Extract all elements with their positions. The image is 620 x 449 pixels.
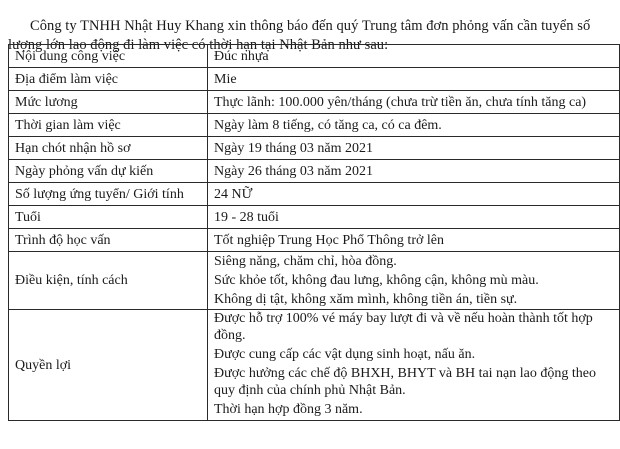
benefit-line: Được cung cấp các vật dụng sinh hoạt, nấu ăn.	[214, 347, 476, 362]
row-label: Trình độ học vấn	[9, 229, 208, 252]
benefit-line: Thời hạn hợp đồng 3 năm.	[214, 402, 363, 417]
row-label: Thời gian làm việc	[9, 114, 208, 137]
table-row	[9, 160, 620, 183]
benefit-line: Được hưởng các chế độ BHXH, BHYT và BH tai nạn lao động theo quy định của chính phủ Nhật Bản.	[214, 366, 596, 398]
table-row-conditions	[9, 252, 620, 310]
table-row-benefits	[9, 310, 620, 421]
benefit-line: Được hỗ trợ 100% vé máy bay lượt đi và về nếu hoàn thành tốt hợp đồng.	[214, 311, 593, 343]
condition-line: Siêng năng, chăm chỉ, hòa đồng.	[214, 254, 397, 269]
row-value: Thực lãnh: 100.000 yên/tháng (chưa trừ tiền ăn, chưa tính tăng ca)	[208, 91, 620, 114]
row-label: Nội dung công việc	[9, 45, 208, 68]
table-row	[9, 91, 620, 114]
row-label: Quyền lợi	[9, 310, 208, 421]
table-row	[9, 137, 620, 160]
row-label: Ngày phỏng vấn dự kiến	[9, 160, 208, 183]
conditions-list	[208, 252, 620, 310]
intro-paragraph: Công ty TNHH Nhật Huy Khang xin thông báo đến quý Trung tâm đơn phỏng vấn cần tuyển số lượng lớn lao động đi làm việc có thời hạn tại Nhật Bản như sau:	[8, 17, 591, 53]
row-label: Địa điểm làm việc	[9, 68, 208, 91]
row-value: Ngày 26 tháng 03 năm 2021	[208, 160, 620, 183]
row-value: Ngày 19 tháng 03 năm 2021	[208, 137, 620, 160]
table-row	[9, 183, 620, 206]
row-label: Hạn chót nhận hồ sơ	[9, 137, 208, 160]
benefits-list	[208, 310, 620, 421]
table-row	[9, 229, 620, 252]
row-value: Mie	[208, 68, 620, 91]
row-value: 24 NỮ	[208, 183, 620, 206]
row-label: Mức lương	[9, 91, 208, 114]
row-label: Số lượng ứng tuyển/ Giới tính	[9, 183, 208, 206]
row-label: Tuổi	[9, 206, 208, 229]
table-row	[9, 68, 620, 91]
row-value: 19 - 28 tuổi	[208, 206, 620, 229]
condition-line: Sức khỏe tốt, không đau lưng, không cận, không mù màu.	[214, 273, 539, 288]
table-row	[9, 114, 620, 137]
job-info-table	[8, 44, 620, 421]
row-label: Điều kiện, tính cách	[9, 252, 208, 310]
condition-line: Không dị tật, không xăm mình, không tiền án, tiền sự.	[214, 292, 518, 307]
row-value: Tốt nghiệp Trung Học Phổ Thông trở lên	[208, 229, 620, 252]
row-value: Ngày làm 8 tiếng, có tăng ca, có ca đêm.	[208, 114, 620, 137]
table-row	[9, 206, 620, 229]
row-value: Đúc nhựa	[208, 45, 620, 68]
table-row	[9, 45, 620, 68]
